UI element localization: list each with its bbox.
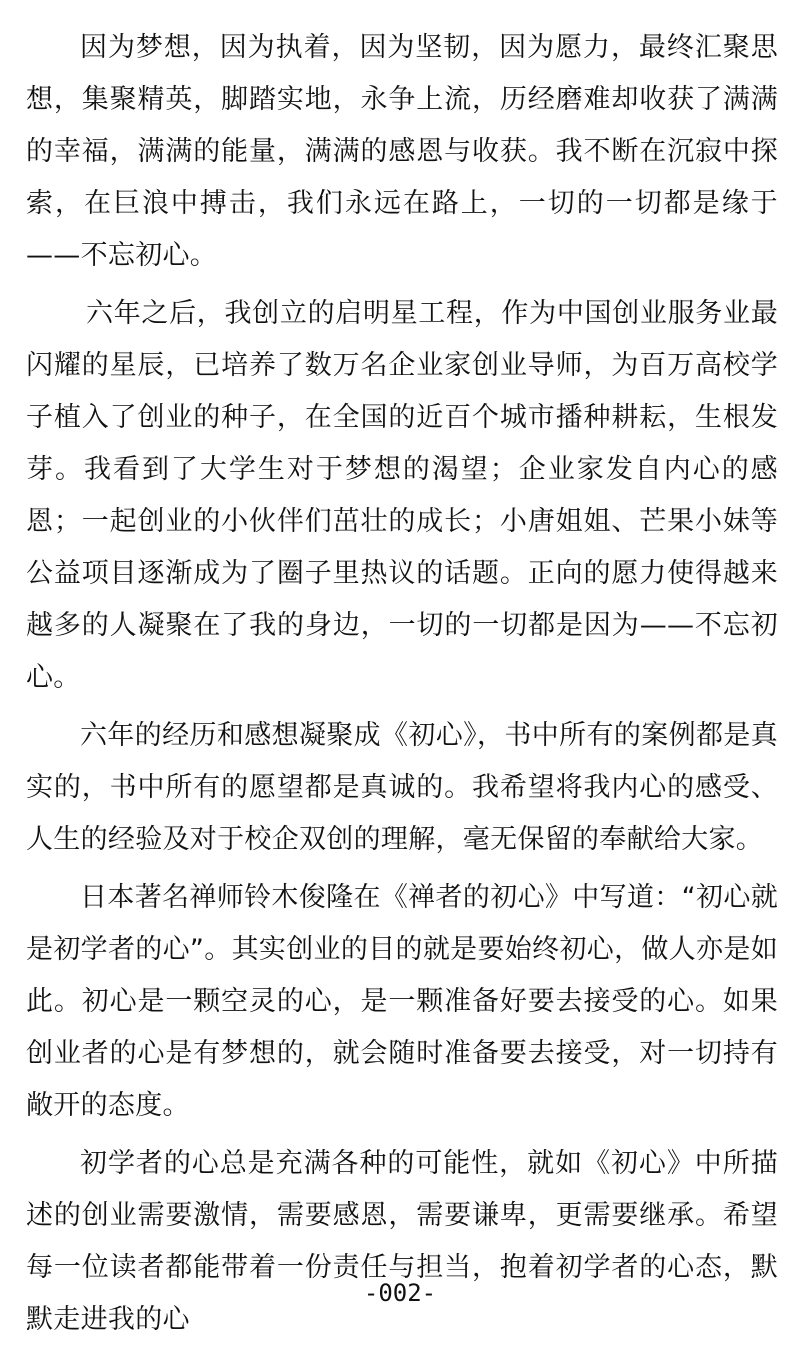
paragraph-4: 日本著名禅师铃木俊隆在《禅者的初心》中写道：“初心就是初学者的心”。其实创业的目的就是要始终初心，做人亦是如此。初心是一颗空灵的心，是一颗准备好要去接受的心。如果创业者的心是有梦想的，就会随时准备要去接受，对一切持有敞开的态度。 <box>26 882 778 1121</box>
body-text <box>26 22 778 1346</box>
paragraph-2: 六年之后，我创立的启明星工程，作为中国创业服务业最闪耀的星辰，已培养了数万名企业家创业导师，为百万高校学子植入了创业的种子，在全国的近百个城市播种耕耘，生根发芽。我看到了大学生对于梦想的渴望；企业家发自内心的感恩；一起创业的小伙伴们茁壮的成长；小唐姐姐、芒果小妹等公益项目逐渐成为了圈子里热议的话题。正向的愿力使得越来越多的人凝聚在了我的身边，一切的一切都是因为——不忘初心。 <box>26 298 778 693</box>
paragraph-5: 初学者的心总是充满各种的可能性，就如《初心》中所描述的创业需要激情，需要感恩，需要谦卑，更需要继承。希望每一位读者都能带着一份责任与担当，抱着初学者的心态，默默走进我的心 <box>26 1148 778 1335</box>
page-number: -002- <box>363 1279 437 1307</box>
paragraph-1: 因为梦想，因为执着，因为坚韧，因为愿力，最终汇聚思想，集聚精英，脚踏实地，永争上流，历经磨难却收获了满满的幸福，满满的能量，满满的感恩与收获。我不断在沉寂中探索，在巨浪中搏击，我们永远在路上，一切的一切都是缘于——不忘初心。 <box>26 32 778 271</box>
paragraph-3: 六年的经历和感想凝聚成《初心》，书中所有的案例都是真实的，书中所有的愿望都是真诚的。我希望将我内心的感受、人生的经验及对于校企双创的理解，毫无保留的奉献给大家。 <box>26 720 778 855</box>
